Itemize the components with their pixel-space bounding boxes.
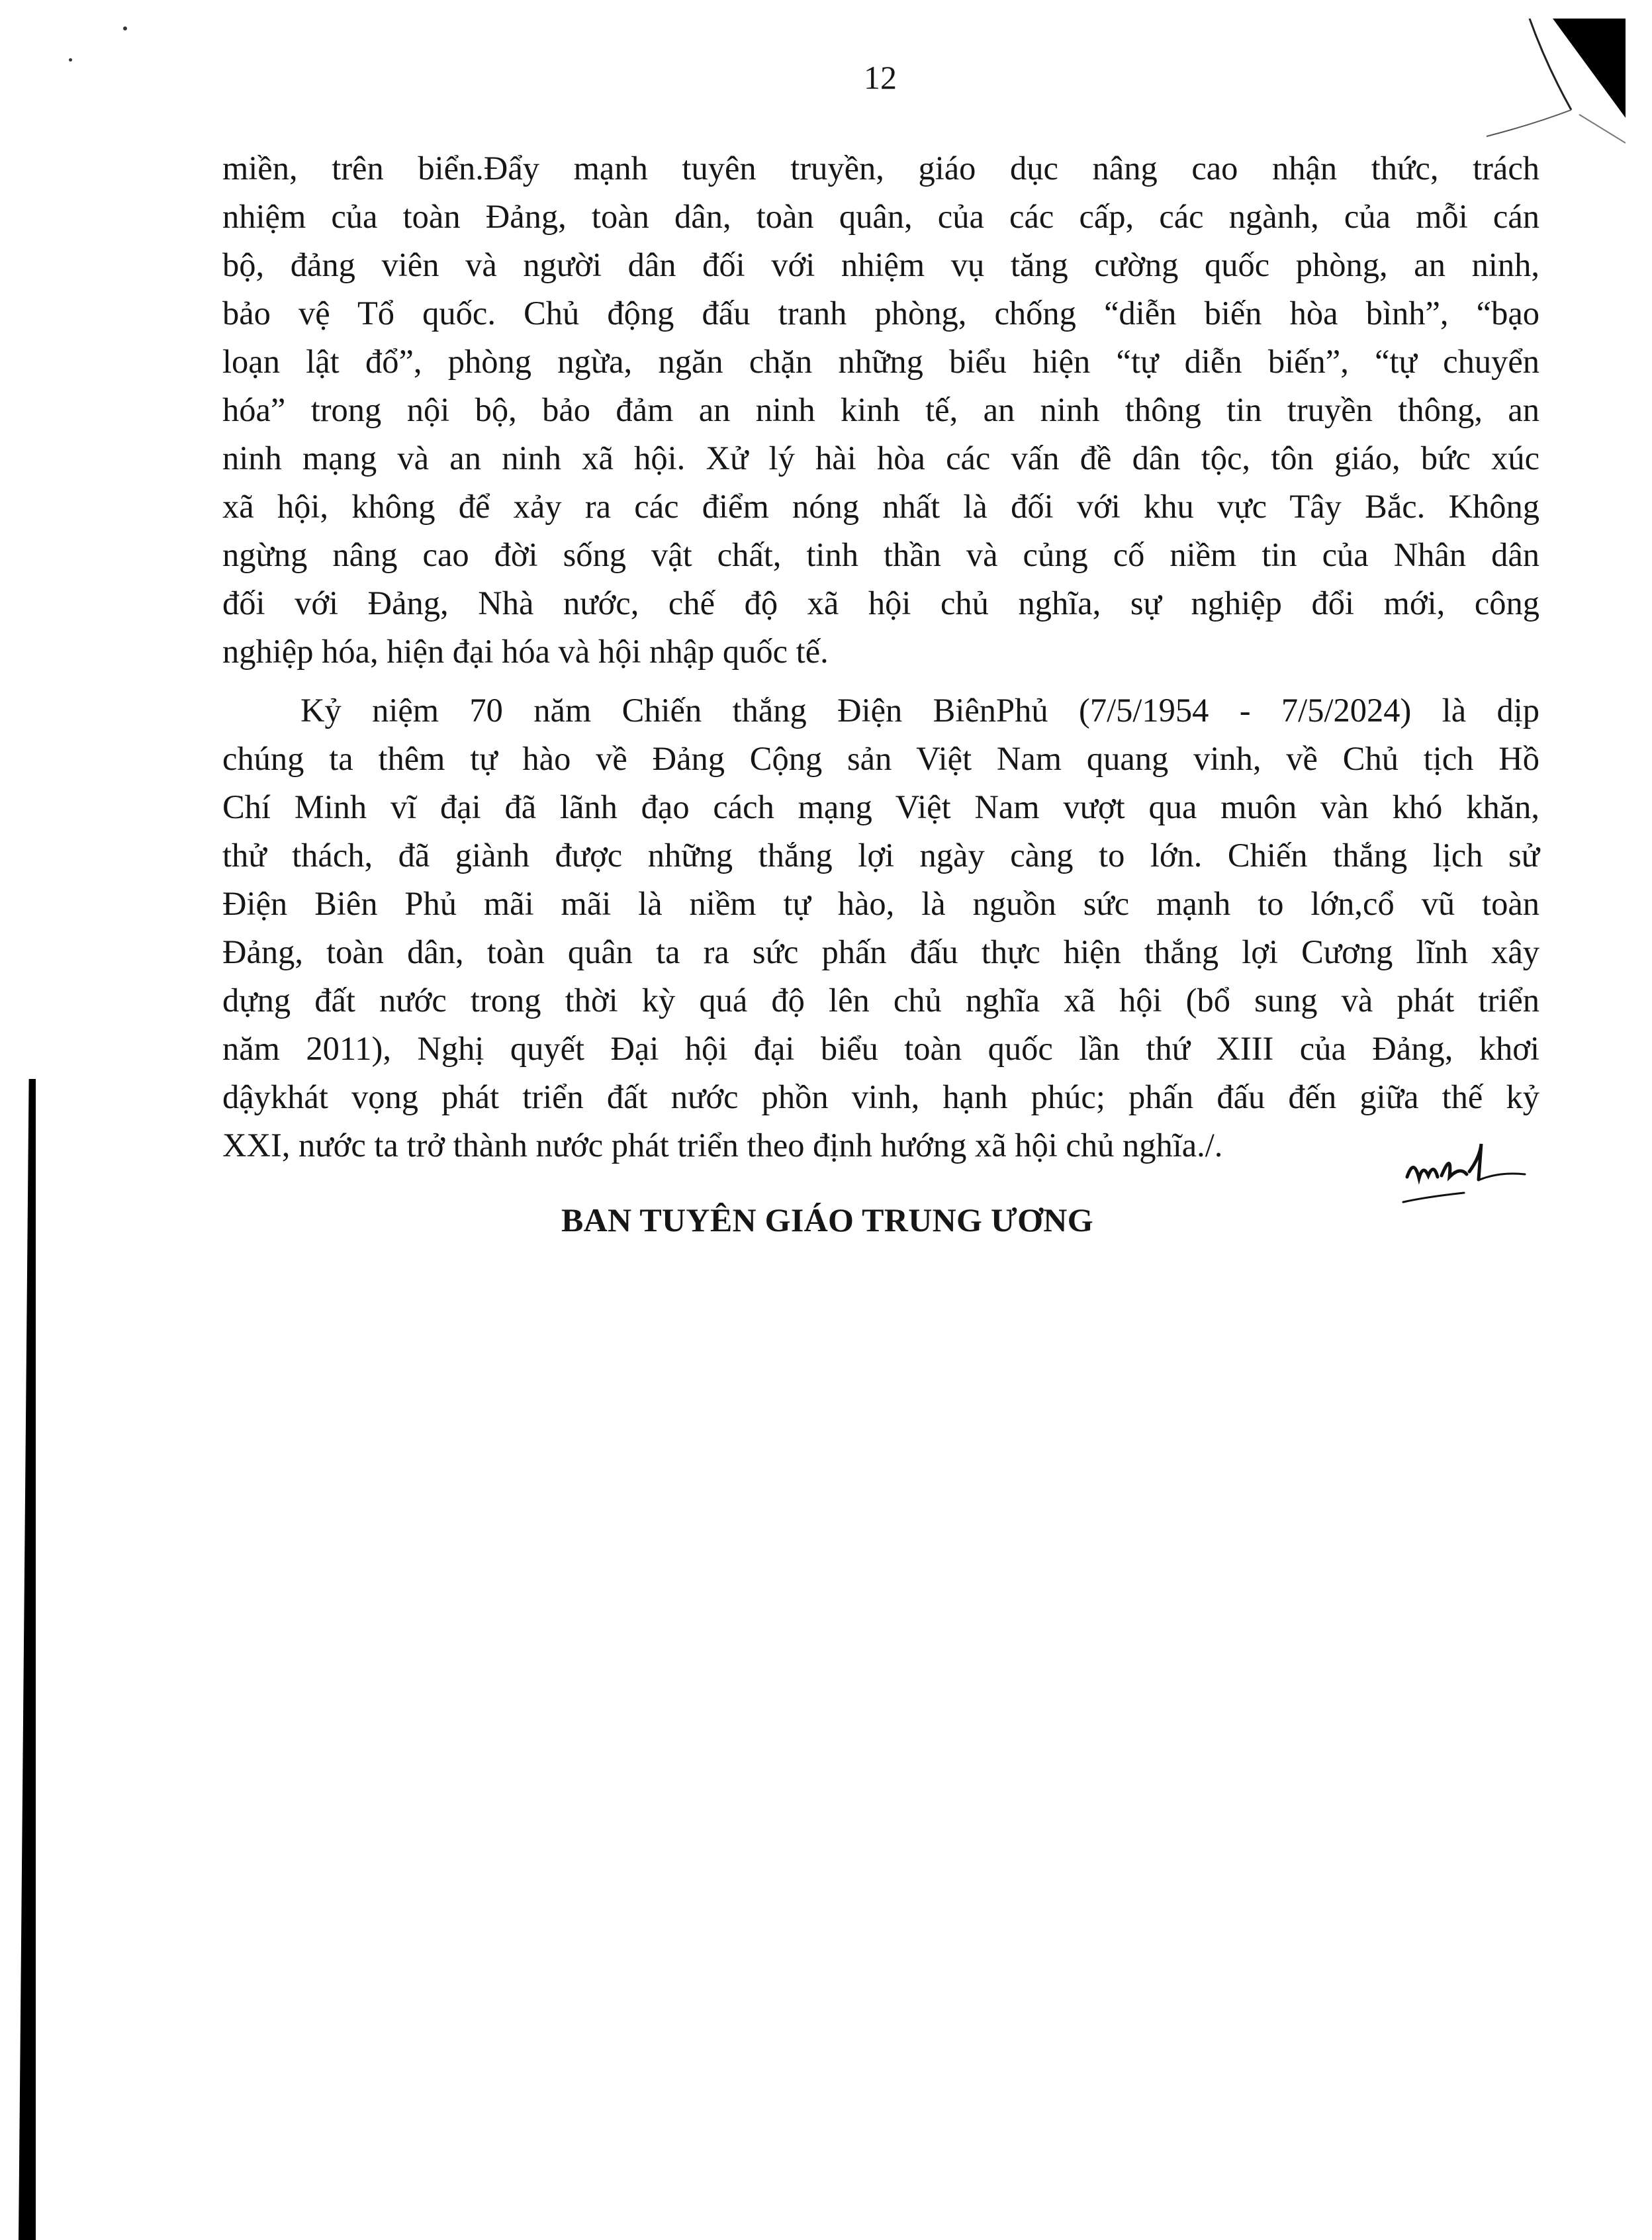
scan-speck: [69, 58, 72, 62]
folded-corner-icon: [1473, 19, 1626, 151]
text-line: Điện Biên Phủ mãi mãi là niềm tự hào, là nguồn sức mạnh to lớn,cổ vũ toàn: [222, 885, 1539, 922]
page-number: 12: [864, 59, 897, 96]
text-line: dậykhát vọng phát triển đất nước phồn vinh, hạnh phúc; phấn đấu đến giữa thế kỷ: [222, 1078, 1539, 1115]
paragraph-2: [222, 686, 1539, 1170]
text-line: năm 2011), Nghị quyết Đại hội đại biểu toàn quốc lần thứ XIII của Đảng, khơi: [222, 1030, 1539, 1067]
text-line: nghiệp hóa, hiện đại hóa và hội nhập quốc tế.: [222, 633, 829, 670]
text-line: Chí Minh vĩ đại đã lãnh đạo cách mạng Việt Nam vượt qua muôn vàn khó khăn,: [222, 788, 1539, 825]
scan-speck: [123, 26, 127, 30]
text-line: nhiệm của toàn Đảng, toàn dân, toàn quân, của các cấp, các ngành, của mỗi cán: [222, 198, 1539, 235]
text-line: xã hội, không để xảy ra các điểm nóng nhất là đối với khu vực Tây Bắc. Không: [222, 488, 1539, 525]
text-line: bảo vệ Tổ quốc. Chủ động đấu tranh phòng, chống “diễn biến hòa bình”, “bạo: [222, 295, 1539, 332]
text-line: đối với Đảng, Nhà nước, chế độ xã hội chủ nghĩa, sự nghiệp đổi mới, công: [222, 584, 1539, 622]
text-line: ngừng nâng cao đời sống vật chất, tinh thần và củng cố niềm tin của Nhân dân: [222, 536, 1539, 573]
text-line: Đảng, toàn dân, toàn quân ta ra sức phấn đấu thực hiện thắng lợi Cương lĩnh xây: [222, 933, 1539, 970]
text-line: chúng ta thêm tự hào về Đảng Cộng sản Việt Nam quang vinh, về Chủ tịch Hồ: [222, 740, 1539, 777]
text-line: XXI, nước ta trở thành nước phát triển theo định hướng xã hội chủ nghĩa./.: [222, 1127, 1223, 1164]
text-line: dựng đất nước trong thời kỳ quá độ lên chủ nghĩa xã hội (bổ sung và phát triển: [222, 982, 1539, 1019]
text-line: Kỷ niệm 70 năm Chiến thắng Điện BiênPhủ (7/5/1954 - 7/5/2024) là dịp: [300, 692, 1539, 729]
text-line: thử thách, đã giành được những thắng lợi ngày càng to lớn. Chiến thắng lịch sử: [222, 837, 1539, 874]
body-text: [222, 144, 1539, 1170]
issuing-organization: BAN TUYÊN GIÁO TRUNG ƯƠNG: [561, 1201, 1093, 1238]
text-line: loạn lật đổ”, phòng ngừa, ngăn chặn những biểu hiện “tự diễn biến”, “tự chuyển: [222, 343, 1539, 380]
text-line: bộ, đảng viên và người dân đối với nhiệm vụ tăng cường quốc phòng, an ninh,: [222, 246, 1539, 283]
handwritten-initials-icon: [1400, 1137, 1526, 1210]
text-line: hóa” trong nội bộ, bảo đảm an ninh kinh tế, an ninh thông tin truyền thông, an: [222, 391, 1539, 428]
scan-edge-shadow: [19, 1079, 36, 2240]
paragraph-1: [222, 144, 1539, 676]
text-line: ninh mạng và an ninh xã hội. Xử lý hài hòa các vấn đề dân tộc, tôn giáo, bức xúc: [222, 440, 1539, 477]
text-line: miền, trên biển.Đẩy mạnh tuyên truyền, giáo dục nâng cao nhận thức, trách: [222, 150, 1539, 187]
